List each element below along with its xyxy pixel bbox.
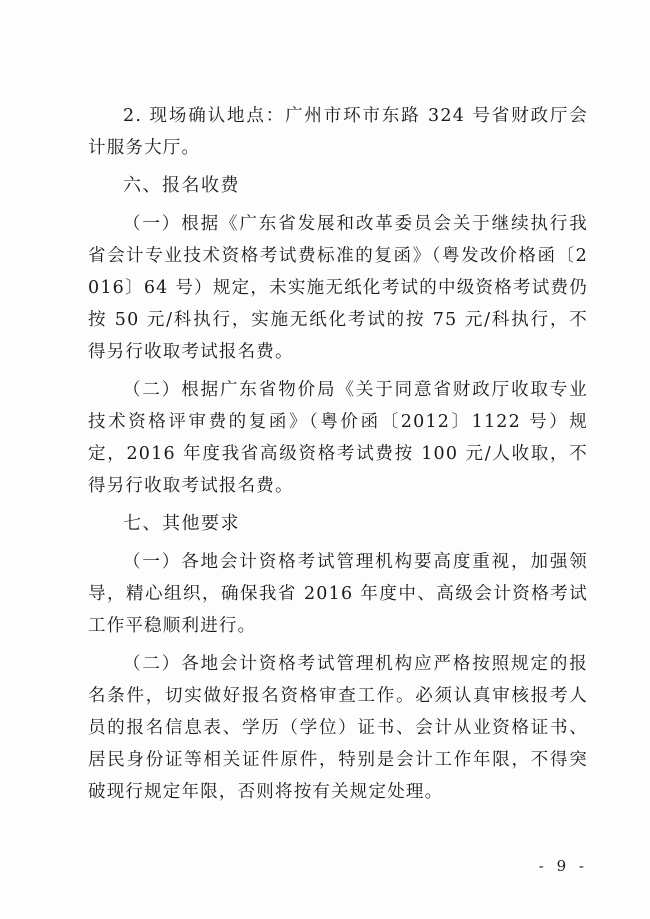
paragraph-confirm-location: 2. 现场确认地点：广州市环市东路 324 号省财政厅会计服务大厅。 (88, 106, 588, 158)
document-body (88, 100, 588, 814)
paragraph-fee-intermediate: （一）根据《广东省发展和改革委员会关于继续执行我省会计专业技术资格考试费标准的复函》（粤发改价格函〔2016〕64 号）规定，未实施无纸化考试的中级资格考试费仍按 50 元/科执行，实施无纸化考试的按 75 元/科执行，不得另行收取考试报名费。 (88, 214, 588, 362)
paragraph-requirement-review: （二）各地会计资格考试管理机构应严格按照规定的报名条件，切实做好报名资格审查工作。必须认真审核报考人员的报名信息表、学历（学位）证书、会计从业资格证书、居民身份证等相关证件原件，特别是会计工作年限，不得突破现行规定年限，否则将按有关规定处理。 (88, 654, 588, 802)
paragraph-fee-senior: （二）根据广东省物价局《关于同意省财政厅收取专业技术资格评审费的复函》（粤价函〔2012〕1122 号）规定，2016 年度我省高级资格考试费按 100 元/人收取，不得另行收取考试报名费。 (88, 380, 588, 496)
section-heading-registration-fees: 六、报名收费 (123, 175, 240, 196)
section-heading-other-requirements: 七、其他要求 (123, 513, 240, 534)
page-number: - 9 - (538, 857, 588, 875)
paragraph-requirement-organization: （一）各地会计资格考试管理机构要高度重视，加强领导，精心组织，确保我省 2016 年度中、高级会计资格考试工作平稳顺利进行。 (88, 552, 588, 636)
